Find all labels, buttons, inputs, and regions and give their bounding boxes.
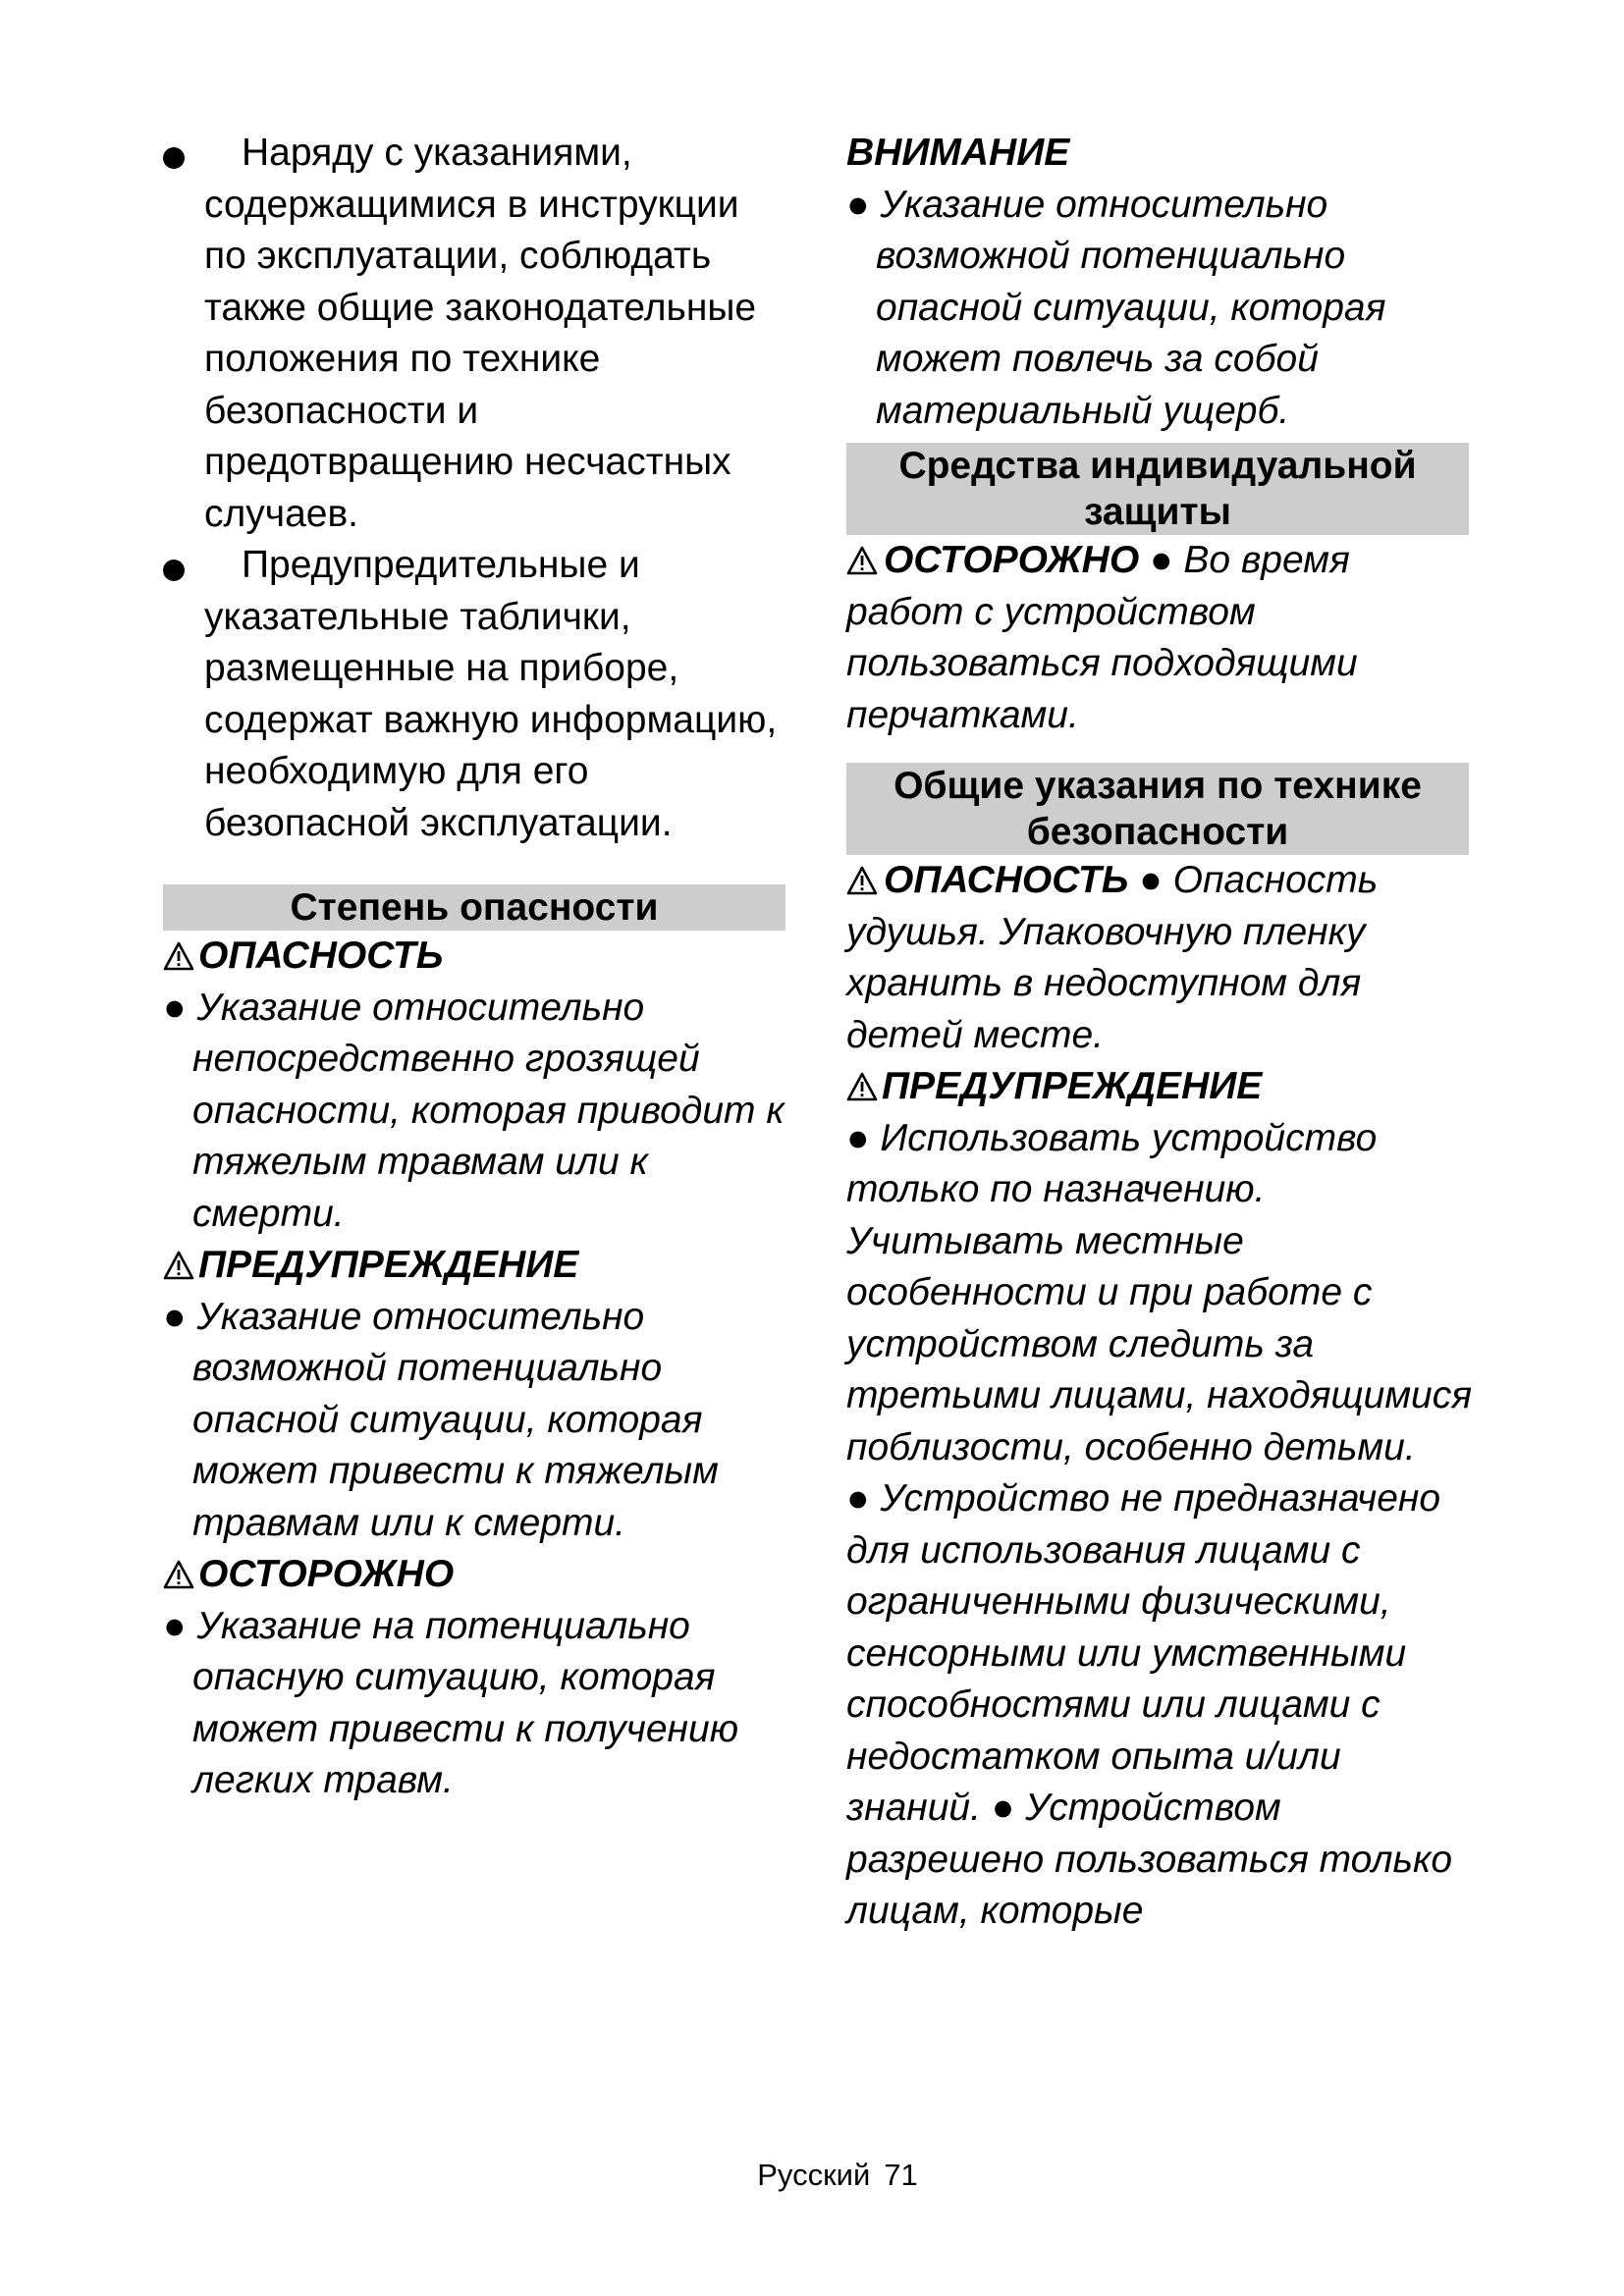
level-description: ● Указание на потенциально опасную ситуацию, которая может привести к получению легких травм. bbox=[163, 1604, 739, 1801]
warning-text-2: ● Устройство не предназначено для использования лицами с ограниченными физическими, сенсорными или умственными способностями или лицами с недостатком опыта и/или знаний. ● Устройством разрешено пользоваться только лицам, которые bbox=[846, 1477, 1453, 1932]
ppe-lead: ОСТОРОЖНО bbox=[884, 539, 1140, 581]
warning-text-1: ● Использовать устройство только по назначению. Учитывать местные особенности и при работе с устройством следить за третьими лицами, находящимися поблизости, особенно детьми. bbox=[846, 1116, 1473, 1468]
warning-title-text: ПРЕДУПРЕЖДЕНИЕ bbox=[882, 1065, 1263, 1107]
level-title-warning bbox=[163, 1240, 791, 1292]
list-item bbox=[163, 128, 791, 540]
section-heading-general: Общие указания по технике безопасности bbox=[846, 763, 1469, 855]
bullet-dot-icon bbox=[163, 560, 185, 581]
danger-lead: ОПАСНОСТЬ bbox=[884, 859, 1129, 901]
bullet-text: Наряду с указаниями, содержащимися в инструкции по эксплуатации, соблюдать также общие законодательные положения по технике безопасности и предотвращению несчастных случаев. bbox=[204, 132, 757, 535]
attention-title: ВНИМАНИЕ bbox=[846, 132, 1070, 174]
danger-paragraph bbox=[846, 855, 1475, 1061]
section-heading-ppe: Средства индивидуальной защиты bbox=[846, 443, 1469, 535]
page-number: 71 bbox=[884, 2158, 918, 2192]
page-footer bbox=[0, 2158, 1624, 2193]
bullet-text: Предупредительные и указательные таблички, размещенные на приборе, содержат важную информацию, необходимую для его безопасной эксплуатации. bbox=[204, 544, 778, 844]
warning-triangle-icon bbox=[163, 1251, 194, 1280]
warning-triangle-icon bbox=[163, 1560, 194, 1589]
footer-language: Русский bbox=[757, 2158, 871, 2192]
level-title-text: ПРЕДУПРЕЖДЕНИЕ bbox=[198, 1244, 579, 1286]
level-title-caution bbox=[163, 1549, 791, 1601]
level-description: ● Указание относительно возможной потенциально опасной ситуации, которая может привести к тяжелым травмам или к смерти. bbox=[163, 1295, 719, 1544]
left-column bbox=[163, 128, 791, 1807]
ppe-paragraph bbox=[846, 535, 1475, 741]
warning-triangle-icon bbox=[163, 941, 194, 971]
level-title-text: ОСТОРОЖНО bbox=[198, 1553, 455, 1595]
section-heading: Степень опасности bbox=[163, 884, 785, 931]
list-item bbox=[163, 540, 791, 849]
warning-triangle-icon bbox=[846, 538, 878, 567]
warning-triangle-icon bbox=[846, 858, 878, 887]
right-column bbox=[846, 128, 1475, 1938]
warning-title bbox=[846, 1061, 1475, 1113]
bullet-dot-icon bbox=[163, 147, 185, 169]
level-description: ● Указание относительно непосредственно грозящей опасности, которая приводит к тяжелым травмам или к смерти. bbox=[163, 986, 785, 1235]
ppe-text: ● Во время работ с устройством пользоваться подходящими перчатками. bbox=[846, 539, 1358, 736]
attention-description: ● Указание относительно возможной потенциально опасной ситуации, которая может повлечь за собой материальный ущерб. bbox=[846, 183, 1386, 432]
level-title-text: ОПАСНОСТЬ bbox=[198, 934, 444, 977]
danger-text: ● Опасность удушья. Упаковочную пленку хранить в недоступном для детей месте. bbox=[846, 859, 1379, 1056]
warning-triangle-icon bbox=[846, 1072, 878, 1101]
level-title-danger bbox=[163, 931, 791, 983]
